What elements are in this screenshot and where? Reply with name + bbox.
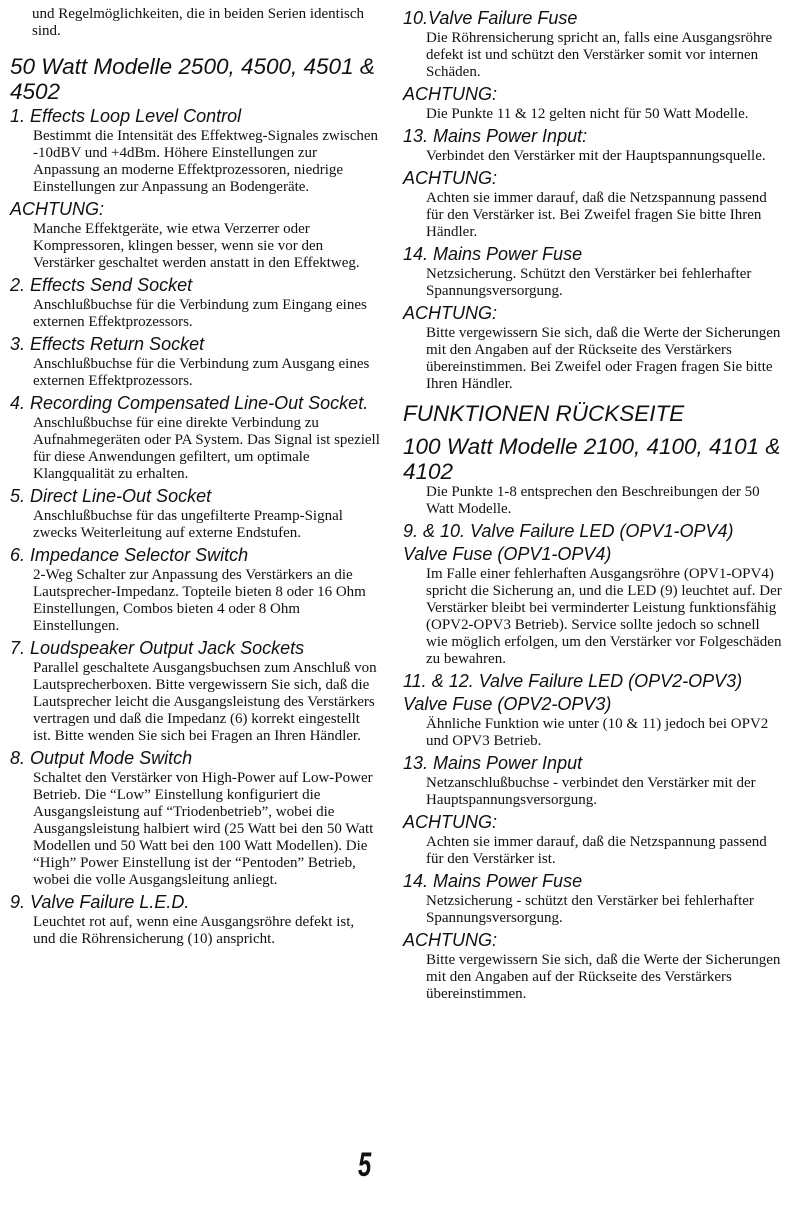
item-title: 13. Mains Power Input: [403,126,588,146]
item-text: Netzanschlußbuchse - verbindet den Verstärker mit der Hauptspannungsversorgung. [426,775,756,808]
warning-label: ACHTUNG: [403,930,497,950]
item-text: Anschlußbuchse für die Verbindung zum Ausgang eines externen Effektprozessors. [33,356,370,389]
item-text: Im Falle einer fehlerhaften Ausgangsröhre (OPV1-OPV4) spricht die Sicherung an, und die LED (9) leuchtet auf. Der Verstärker bleibt bei verminderter Leistung funktionsfähig (OPV2-OPV3 Betrieb). Service sollte jedoch so schnell wie möglich erfolgen, um den Verstärker vor Folgeschäden zu bewahren. [426,566,782,667]
section-heading-100-watt: 100 Watt Modelle 2100, 4100, 4101 & 4102 [403,434,781,484]
warning-text: Bitte vergewissern Sie sich, daß die Werte der Sicherungen mit den Angaben auf der Rückseite des Verstärkers übereinstimmen. [426,952,781,1002]
section-heading-50-watt: 50 Watt Modelle 2500, 4500, 4501 & 4502 [10,54,375,104]
item-text: Schaltet den Verstärker von High-Power auf Low-Power Betrieb. Die “Low” Einstellung konfiguriert die Ausgangsleistung auf “Triodenbetrieb”, wobei die Ausgangsleistung halbiert wird (25 Watt bei den 50 Watt Modellen und 50 Watt bei den 100 Watt Modellen). Die “High” Power Einstellung ist der “Pentoden” Betrieb, wobei die volle Ausgangsleitung anliegt. [33,770,374,888]
item-text: Anschlußbuchse für das ungefilterte Preamp-Signal zwecks Weiterleitung auf externe Endstufen. [33,508,343,541]
item-title: 5. Direct Line-Out Socket [10,486,212,506]
item-title: 14. Mains Power Fuse [403,244,583,264]
warning-text: Die Punkte 11 & 12 gelten nicht für 50 Watt Modelle. [426,106,749,122]
heading-text: Die Punkte 1-8 entsprechen den Beschreibungen der 50 Watt Modelle. [426,484,760,517]
item-text: Ähnliche Funktion wie unter (10 & 11) jedoch bei OPV2 und OPV3 Betrieb. [426,716,769,749]
item-title: 11. & 12. Valve Failure LED (OPV2-OPV3) [403,671,743,691]
section-title-rueckseite: FUNKTIONEN RÜCKSEITE [403,401,685,426]
intro-text: und Regelmöglichkeiten, die in beiden Serien identisch sind. [32,6,364,39]
item-text: Verbindet den Verstärker mit der Hauptspannungsquelle. [426,148,766,164]
item-title: 4. Recording Compensated Line-Out Socket. [10,393,369,413]
item-title: 3. Effects Return Socket [10,334,205,354]
item-text: Anschlußbuchse für eine direkte Verbindung zu Aufnahmegeräten oder PA System. Das Signal ist speziell für diese Anwendungen gefiltert, um optimale Klangqualität zu erhalten. [33,415,380,482]
item-text: Die Röhrensicherung spricht an, falls eine Ausgangsröhre defekt ist und schützt den Verstärker somit vor internen Schäden. [426,30,773,80]
item-subtitle: Valve Fuse (OPV2-OPV3) [403,694,612,714]
warning-label: ACHTUNG: [403,303,497,323]
left-column [10,6,380,951]
item-text: Bestimmt die Intensität des Effektweg-Signales zwischen -10dBV und +4dBm. Höhere Einstellungen zur Anpassung an moderne Effektprozessoren, niedrige Einstellungen zur Anpassung an Bodengeräte. [33,128,379,195]
item-title: 1. Effects Loop Level Control [10,106,242,126]
item-text: Netzsicherung. Schützt den Verstärker bei fehlerhafter Spannungsversorgung. [426,266,752,299]
warning-text: Manche Effektgeräte, wie etwa Verzerrer oder Kompressoren, klingen besser, wenn sie vor den Verstärker geschaltet werden anstatt in den Effektweg. [33,221,360,271]
item-text: Leuchtet rot auf, wenn eine Ausgangsröhre defekt ist, und die Röhrensicherung (10) anspricht. [33,914,355,947]
warning-label: ACHTUNG: [403,168,497,188]
item-title: 6. Impedance Selector Switch [10,545,249,565]
item-text: Anschlußbuchse für die Verbindung zum Eingang eines externen Effektprozessors. [33,297,367,330]
warning-text: Achten sie immer darauf, daß die Netzspannung passend für den Verstärker ist. [426,834,767,867]
item-title: 8. Output Mode Switch [10,748,193,768]
item-title: 10.Valve Failure Fuse [403,8,578,28]
item-title: 9. Valve Failure L.E.D. [10,892,190,912]
warning-label: ACHTUNG: [403,84,497,104]
item-subtitle: Valve Fuse (OPV1-OPV4) [403,544,612,564]
warning-text: Achten sie immer darauf, daß die Netzspannung passend für den Verstärker ist. Bei Zweifel fragen Sie bitte Ihren Händler. [426,190,767,240]
warning-text: Bitte vergewissern Sie sich, daß die Werte der Sicherungen mit den Angaben auf der Rückseite des Verstärkers übereinstimmen. Bei Zweifel oder Fragen fragen Sie bitte Ihren Händler. [426,325,781,392]
item-title: 9. & 10. Valve Failure LED (OPV1-OPV4) [403,521,734,541]
item-text: Netzsicherung - schützt den Verstärker bei fehlerhafter Spannungsversorgung. [426,893,754,926]
item-title: 7. Loudspeaker Output Jack Sockets [10,638,305,658]
item-text: 2-Weg Schalter zur Anpassung des Verstärkers an die Lautsprecher-Impedanz. Topteile bieten 8 oder 16 Ohm Einstellungen, Combos bieten 4 oder 8 Ohm Einstellungen. [33,567,366,634]
page-number: 5 [358,1146,372,1184]
warning-label: ACHTUNG: [403,812,497,832]
item-text: Parallel geschaltete Ausgangsbuchsen zum Anschluß von Lautsprecherboxen. Bitte vergewissern Sie sich, daß die Lautsprecher leicht die Ausgangsleistung des Verstärkers vertragen und daß die Impedanz (6) korrekt eingestellt ist. Bitte wenden Sie sich bei Fragen an Ihren Händler. [33,660,377,744]
item-title: 14. Mains Power Fuse [403,871,583,891]
item-title: 13. Mains Power Input [403,753,583,773]
warning-label: ACHTUNG: [10,199,104,219]
item-title: 2. Effects Send Socket [10,275,193,295]
right-column [403,6,783,1006]
